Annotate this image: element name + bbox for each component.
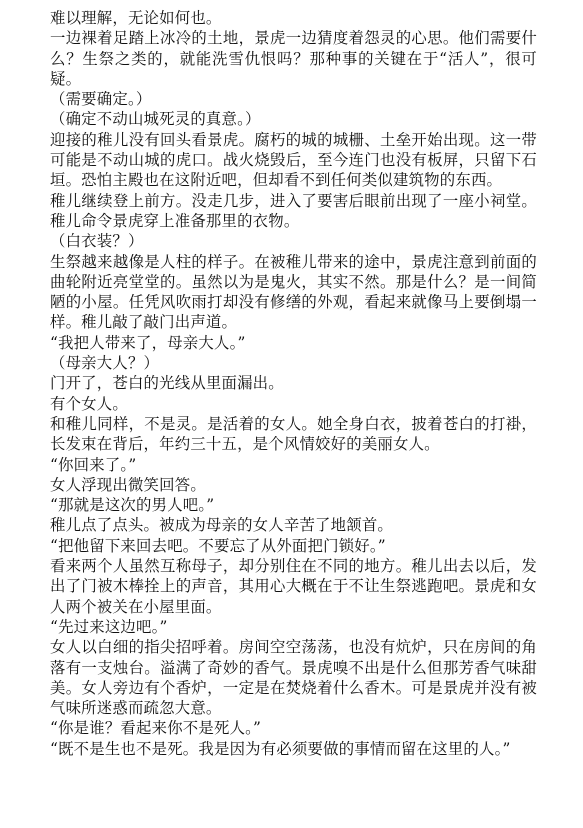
paragraph-19: 看来两个人虽然互称母子，却分别住在不同的地方。稚儿出去以后，发出了门被木棒拴上的声音，其用心大概在于不让生祭逃跑吧。景虎和女人两个被关在小屋里面。	[50, 557, 537, 616]
paragraph-10: （母亲大人？）	[50, 354, 160, 373]
paragraph-20: “先过来这边吧。”	[50, 617, 168, 636]
paragraph-13: 和稚儿同样，不是灵。是活着的女人。她全身白衣，披着苍白的打褂，长发束在背后，年约三十五，是个风情姣好的美丽女人。	[50, 414, 537, 454]
paragraph-9: “我把人带来了，母亲大人。”	[50, 333, 246, 352]
paragraph-16: “那就是这次的男人吧。”	[50, 496, 215, 515]
paragraph-14: “你回来了。”	[50, 455, 137, 474]
paragraph-1: 难以理解，无论如何也。	[50, 9, 222, 27]
paragraph-8: 生祭越来越像是人柱的样子。在被稚儿带来的途中，景虎注意到前面的曲轮附近亮堂堂的。虽然以为是鬼火，其实不然。那是什么？是一间简陋的小屋。任凭风吹雨打却没有修缮的外观，看起来就像马上要倒塌一样。稚儿敲了敲门出声道。	[50, 252, 537, 332]
paragraph-4: （确定不动山城死灵的真意。）	[50, 110, 261, 129]
paragraph-3: （需要确定。）	[50, 90, 152, 109]
paragraph-15: 女人浮现出微笑回答。	[50, 475, 206, 494]
paragraph-21: 女人以白细的指尖招呼着。房间空空荡荡，也没有炕炉，只在房间的角落有一支烛台。溢满了奇妙的香气。景虎嗅不出是什么但那芳香气味甜美。女人旁边有个香炉，一定是在焚烧着什么香木。可是景虎并没有被气味所迷惑而疏忽大意。	[50, 638, 537, 718]
paragraph-11: 门开了，苍白的光线从里面漏出。	[50, 374, 284, 393]
paragraph-18: “把他留下来回去吧。不要忘了从外面把门锁好。”	[50, 536, 386, 555]
paragraph-12: 有个女人。	[50, 394, 128, 413]
paragraph-23: “既不是生也不是死。我是因为有必须要做的事情而留在这里的人。”	[50, 739, 511, 758]
paragraph-6: 稚儿继续登上前方。没走几步，进入了要害后眼前出现了一座小祠堂。稚儿命令景虎穿上准备那里的衣物。	[50, 191, 537, 230]
paragraph-22: “你是谁？看起来你不是死人。”	[50, 719, 262, 738]
paragraph-5: 迎接的稚儿没有回头看景虎。腐朽的城的城栅、土垒开始出现。这一带可能是不动山城的虎口。战火烧毁后，至今连门也没有板屏，只留下石垣。恐怕主殿也在这附近吧，但却看不到任何类似建筑物的东西。	[50, 130, 537, 190]
paragraph-2: 一边裸着足踏上冰冷的土地，景虎一边猜度着怨灵的心思。他们需要什么？生祭之类的，就能洗雪仇恨吗？那种事的关键在于“活人”，很可疑。	[50, 29, 537, 88]
paragraph-7: （白衣装？）	[50, 232, 144, 251]
paragraph-17: 稚儿点了点头。被成为母亲的女人辛苦了地颔首。	[50, 516, 393, 535]
